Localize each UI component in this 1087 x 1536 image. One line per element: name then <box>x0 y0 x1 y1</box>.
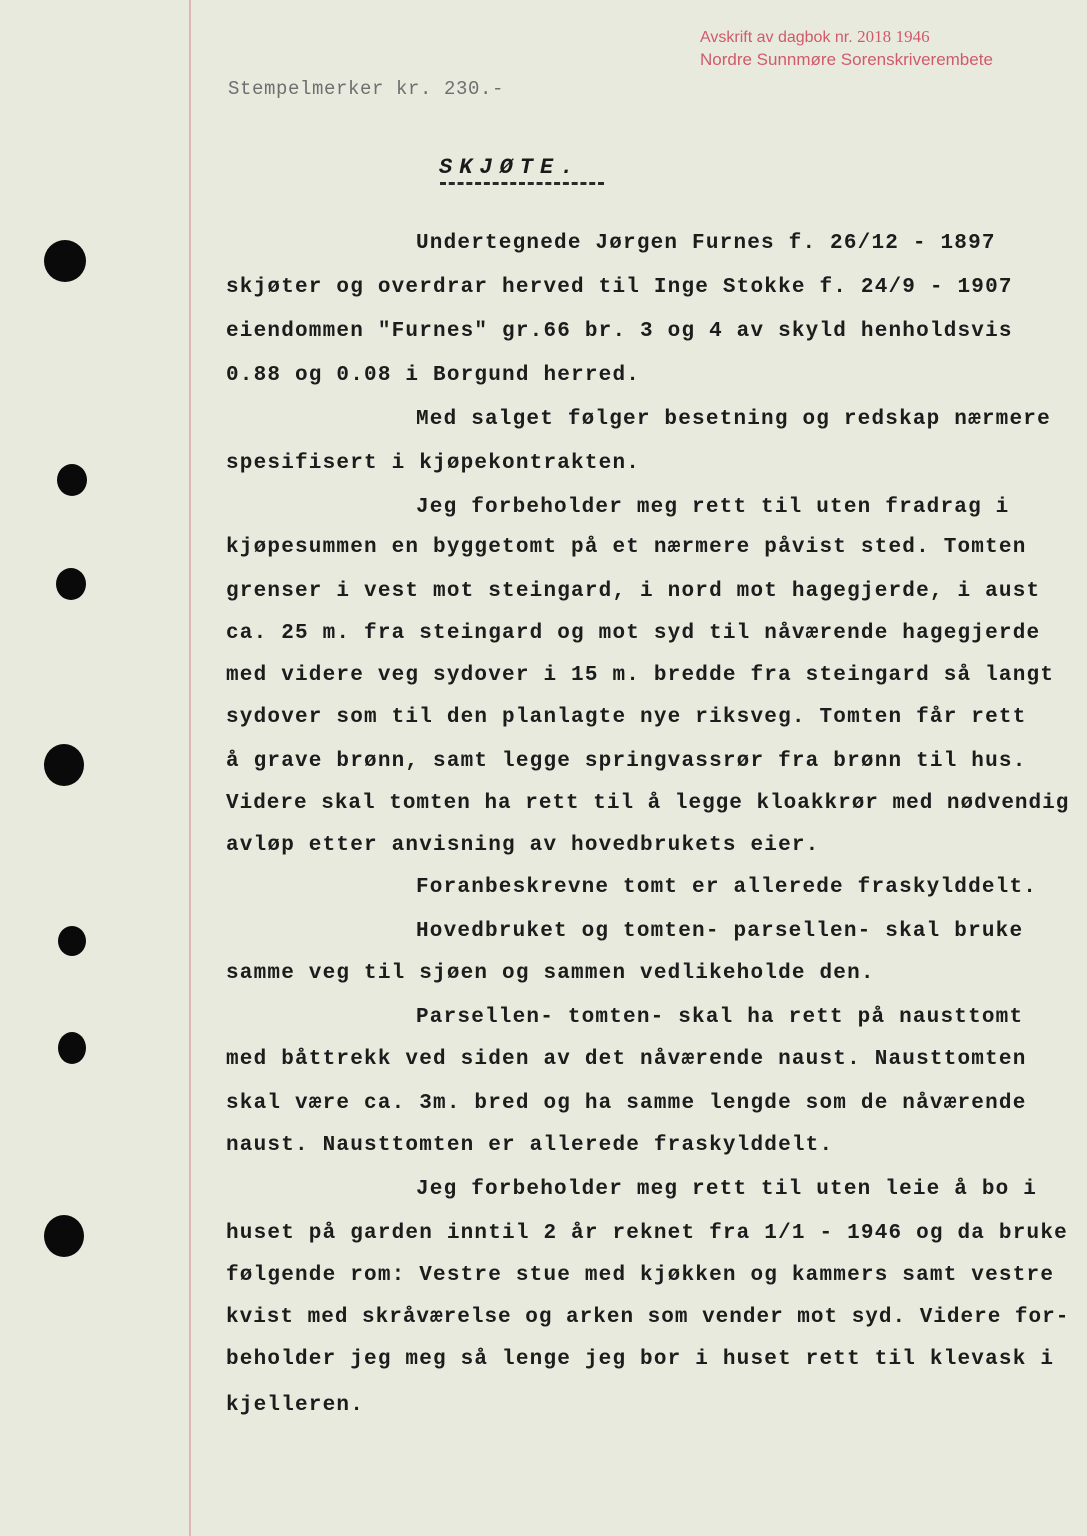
dagbok-number: 2018 <box>857 27 892 46</box>
title-underline <box>440 182 604 185</box>
body-line: Hovedbruket og tomten- parsellen- skal bruke <box>416 920 1024 943</box>
body-line: følgende rom: Vestre stue med kjøkken og kammers samt vestre <box>226 1264 1055 1287</box>
body-line: Undertegnede Jørgen Furnes f. 26/12 - 1897 <box>416 232 996 255</box>
punch-hole-1 <box>44 240 86 282</box>
body-line: Parsellen- tomten- skal ha rett på nausttomt <box>416 1006 1024 1029</box>
body-line: kjøpesummen en byggetomt på et nærmere påvist sted. Tomten <box>226 536 1027 559</box>
registration-stamp <box>700 26 993 71</box>
body-line: med videre veg sydover i 15 m. bredde fra steingard så langt <box>226 664 1055 687</box>
body-line: ca. 25 m. fra steingard og mot syd til nåværende hagegjerde <box>226 622 1041 645</box>
body-line: huset på garden inntil 2 år reknet fra 1/1 - 1946 og da bruke <box>226 1222 1068 1245</box>
punch-hole-7 <box>44 1215 84 1257</box>
body-line: grenser i vest mot steingard, i nord mot hagegjerde, i aust <box>226 580 1041 603</box>
body-line: 0.88 og 0.08 i Borgund herred. <box>226 364 641 387</box>
body-line: kvist med skråværelse og arken som vender mot syd. Videre for- <box>226 1306 1070 1329</box>
body-line: samme veg til sjøen og sammen vedlikeholde den. <box>226 962 875 985</box>
stamp-prefix: Avskrift av dagbok nr. <box>700 29 853 46</box>
punch-hole-5 <box>58 926 86 956</box>
body-line: eiendommen "Furnes" gr.66 br. 3 og 4 av skyld henholdsvis <box>226 320 1013 343</box>
body-line: skal være ca. 3m. bred og ha samme lengde som de nåværende <box>226 1092 1027 1115</box>
dagbok-year: 1946 <box>895 27 930 46</box>
body-line: Foranbeskrevne tomt er allerede fraskylddelt. <box>416 876 1038 899</box>
body-line: Jeg forbeholder meg rett til uten leie å bo i <box>416 1178 1038 1201</box>
body-line: Videre skal tomten ha rett til å legge kloakkrør med nødvendig <box>226 792 1070 815</box>
punch-hole-2 <box>57 464 87 496</box>
stamp-office: Nordre Sunnmøre Sorenskriverembete <box>700 50 993 69</box>
body-line: å grave brønn, samt legge springvassrør fra brønn til hus. <box>226 750 1027 773</box>
body-line: sydover som til den planlagte nye riksveg. Tomten får rett <box>226 706 1027 729</box>
body-line: Med salget følger besetning og redskap nærmere <box>416 408 1051 431</box>
body-line: spesifisert i kjøpekontrakten. <box>226 452 641 475</box>
punch-hole-3 <box>56 568 86 600</box>
body-line: med båttrekk ved siden av det nåværende naust. Nausttomten <box>226 1048 1027 1071</box>
punch-hole-4 <box>44 744 84 786</box>
margin-rule <box>189 0 191 1536</box>
stamp-fee-note: Stempelmerker kr. 230.- <box>228 78 505 100</box>
body-line: skjøter og overdrar herved til Inge Stokke f. 24/9 - 1907 <box>226 276 1013 299</box>
punch-hole-6 <box>58 1032 86 1064</box>
body-line: Jeg forbeholder meg rett til uten fradrag i <box>416 496 1010 519</box>
document-title: SKJØTE. <box>439 155 581 180</box>
body-line: beholder jeg meg så lenge jeg bor i huset rett til klevask i <box>226 1348 1055 1371</box>
body-line: kjelleren. <box>226 1394 365 1417</box>
body-line: naust. Nausttomten er allerede fraskylddelt. <box>226 1134 834 1157</box>
body-line: avløp etter anvisning av hovedbrukets eier. <box>226 834 820 857</box>
